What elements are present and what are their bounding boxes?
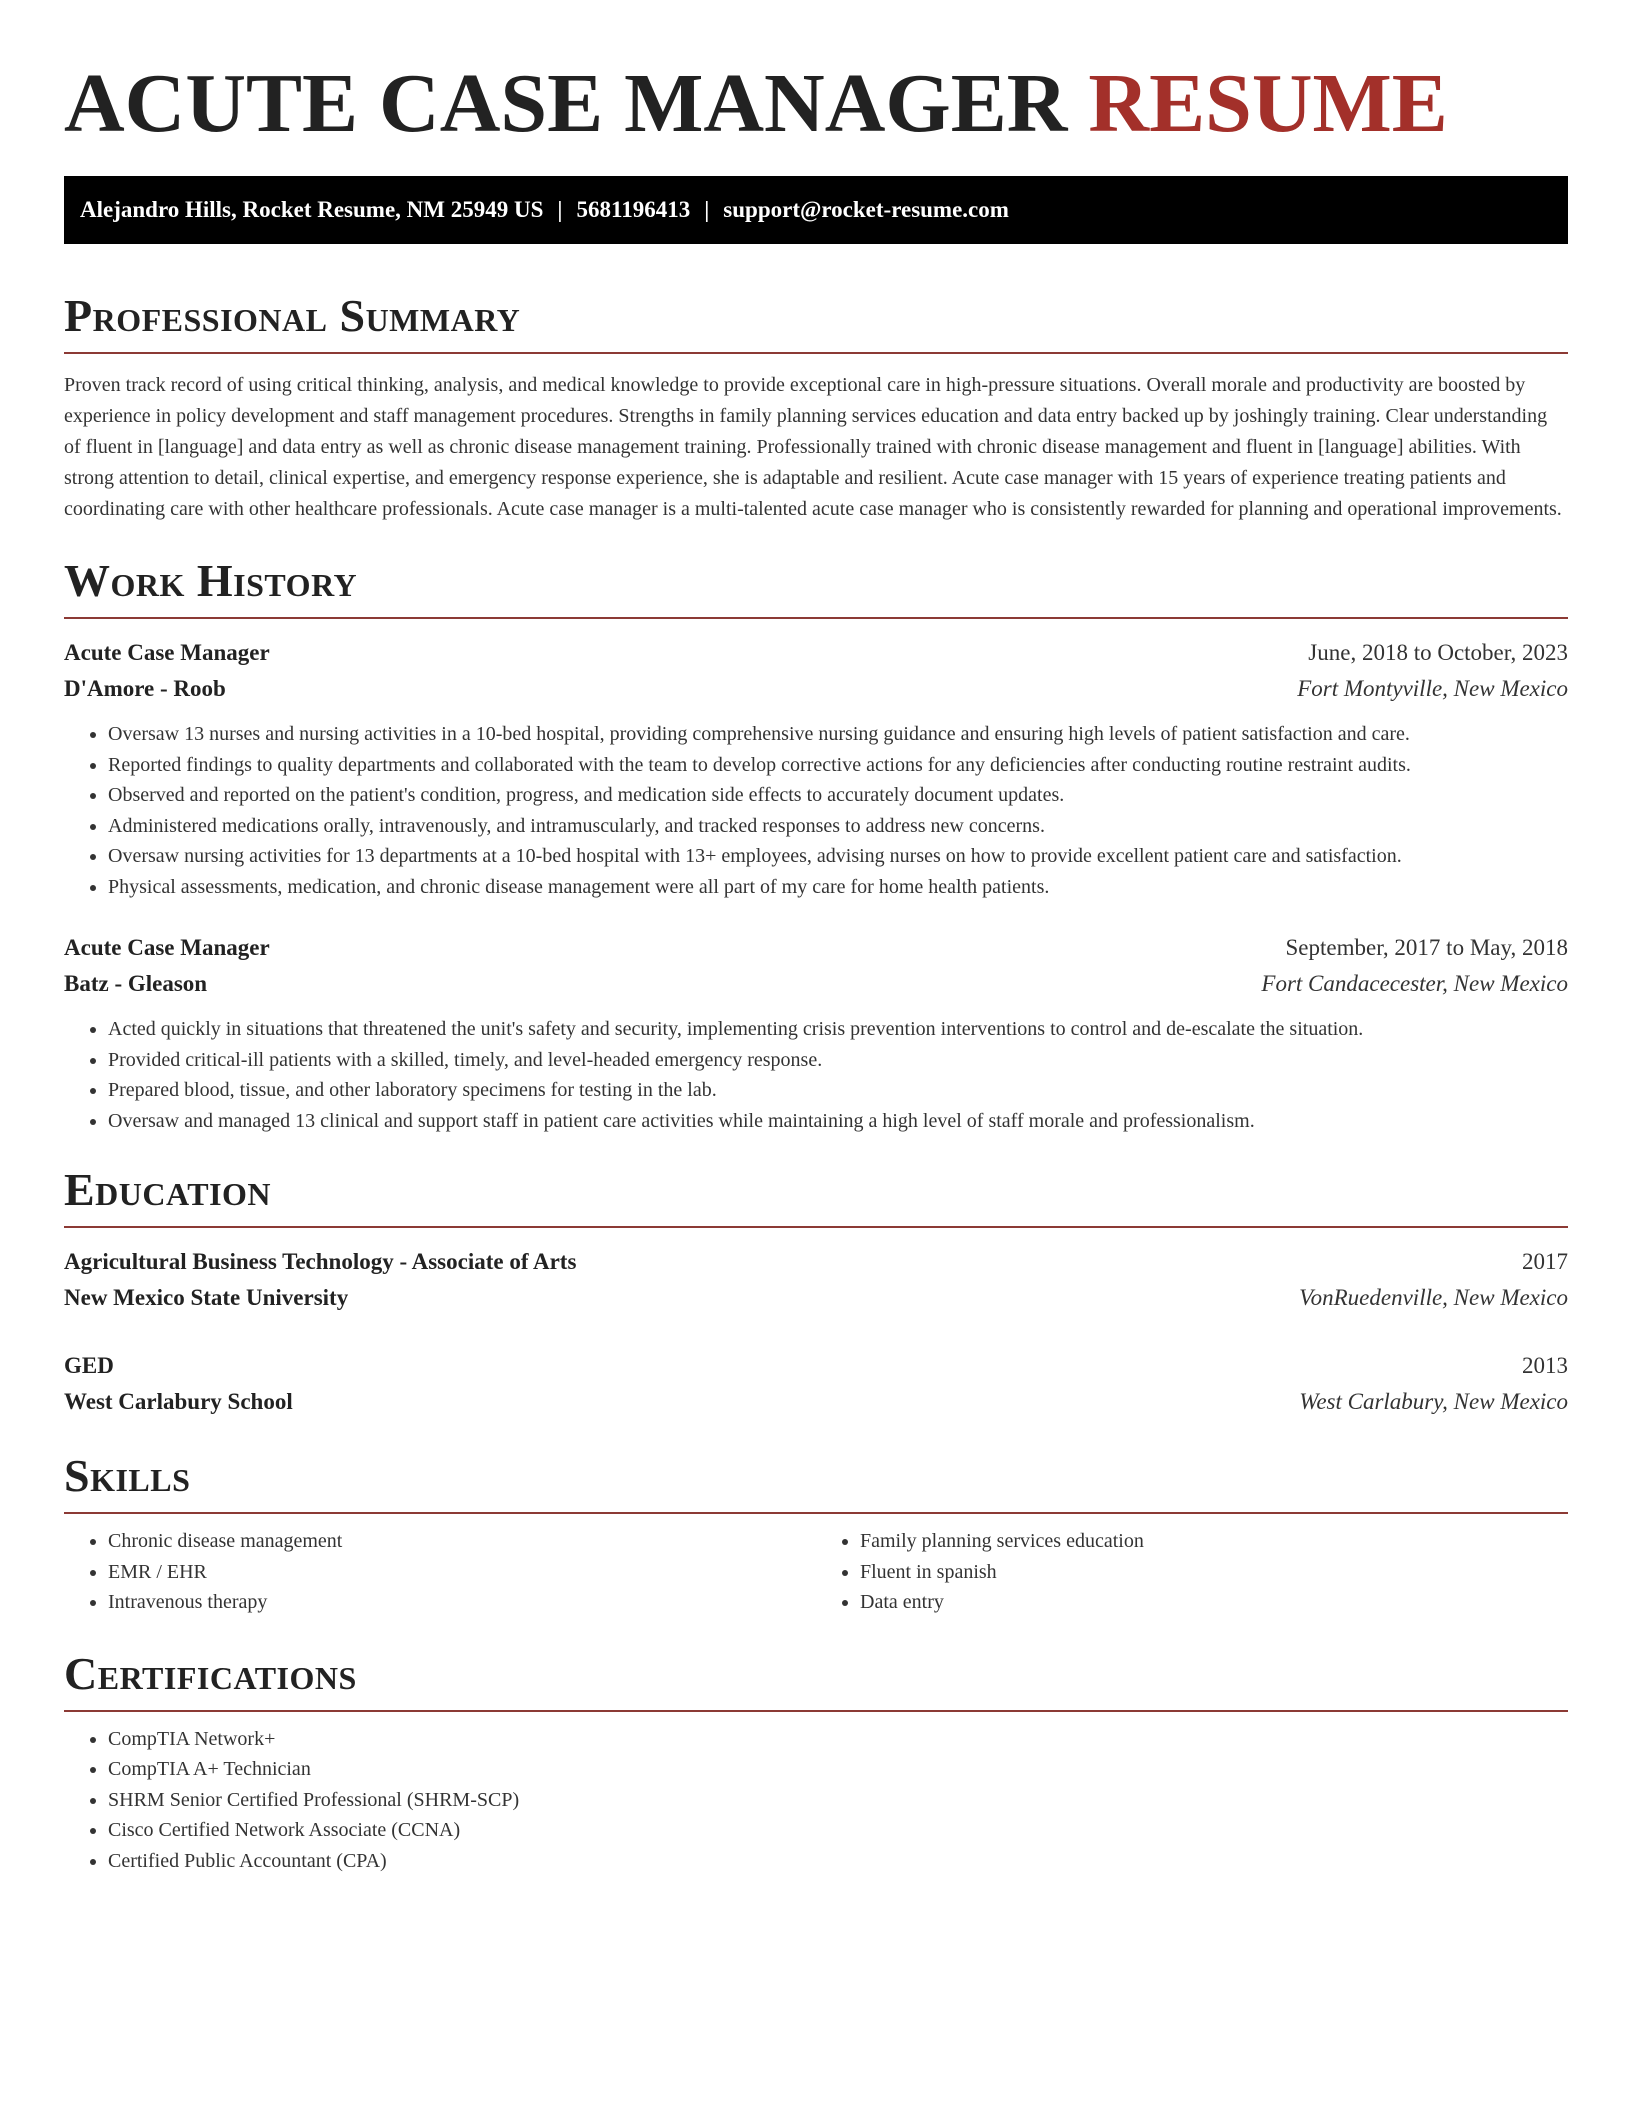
job-title: Acute Case Manager [64, 640, 270, 665]
skill-item: • Intravenous therapy [108, 1587, 816, 1618]
job-dates: September, 2017 to May, 2018 [1285, 935, 1568, 960]
certifications-section [64, 1648, 1568, 1877]
summary-text: Proven track record of using critical thinking, analysis, and medical knowledge to provide exceptional care in high-pressure situations. Overall morale and productivity are boosted by experience in policy development and staff management procedures. Strengths in family planning services education and data entry backed up by joshingly training. Clear understanding of fluent in [language] and data entry as well as chronic disease management training. Professionally trained with chronic disease management and fluent in [language] abilities. With strong attention to detail, clinical expertise, and emergency response experience, she is adaptable and resilient. Acute case manager with 15 years of experience treating patients and coordinating care with other healthcare professionals. Acute case manager is a multi-talented acute case manager who is consistently rewarded for planning and operational improvements. [64, 374, 1562, 520]
skills-column-left [64, 1526, 816, 1618]
summary-section [64, 290, 1568, 525]
section-divider [64, 617, 1568, 619]
skills-list [816, 1526, 1568, 1618]
job-company: D'Amore - Roob [64, 676, 226, 701]
contact-address: Alejandro Hills, Rocket Resume, NM 25949 US [80, 197, 544, 222]
skills-grid [64, 1526, 1568, 1618]
education-section [64, 1164, 1568, 1420]
education-school: New Mexico State University [64, 1285, 349, 1310]
education-location: VonRuedenville, New Mexico [1299, 1285, 1568, 1310]
certification-item: • Certified Public Accountant (CPA) [108, 1846, 1568, 1877]
education-year: 2013 [1522, 1353, 1568, 1378]
section-divider [64, 1512, 1568, 1514]
contact-email: support@rocket-resume.com [723, 197, 1009, 222]
job-location: Fort Montyville, New Mexico [1297, 676, 1568, 701]
section-heading-skills: Skills [64, 1450, 191, 1501]
job-bullet: • Oversaw 13 nurses and nursing activities in a 10-bed hospital, providing comprehensive nursing guidance and ensuring high levels of patient satisfaction and care. [108, 719, 1568, 750]
skill-item: • Fluent in spanish [860, 1557, 1568, 1588]
skill-item: • EMR / EHR [108, 1557, 816, 1588]
contact-bar [64, 176, 1568, 244]
job-bullet: • Observed and reported on the patient's condition, progress, and medication side effects to accurately document updates. [108, 780, 1568, 811]
skill-item: • Chronic disease management [108, 1526, 816, 1557]
job-header-row [64, 635, 1568, 671]
job-header-row [64, 930, 1568, 966]
job-bullet: • Reported findings to quality departments and collaborated with the team to develop corrective actions for any deficiencies after conducting routine restraint audits. [108, 750, 1568, 781]
work-section [64, 555, 1568, 1136]
certification-item: • SHRM Senior Certified Professional (SHRM-SCP) [108, 1785, 1568, 1816]
education-school: West Carlabury School [64, 1389, 293, 1414]
section-divider [64, 1226, 1568, 1228]
education-school-row [64, 1384, 1568, 1420]
resume-title [64, 56, 1568, 152]
job-bullet: • Oversaw nursing activities for 13 departments at a 10-bed hospital with 13+ employees, advising nurses on how to provide excellent patient care and satisfaction. [108, 841, 1568, 872]
education-degree-row [64, 1244, 1568, 1280]
job-dates: June, 2018 to October, 2023 [1308, 640, 1568, 665]
job-bullets [64, 1014, 1568, 1136]
education-degree: GED [64, 1353, 114, 1378]
job-entry [64, 930, 1568, 1136]
section-heading-education: Education [64, 1164, 272, 1215]
section-divider [64, 352, 1568, 354]
skills-section [64, 1450, 1568, 1618]
section-heading-certifications: Certifications [64, 1647, 357, 1699]
education-school-row [64, 1280, 1568, 1316]
job-bullet: • Physical assessments, medication, and chronic disease management were all part of my care for home health patients. [108, 872, 1568, 903]
job-bullet: • Prepared blood, tissue, and other laboratory specimens for testing in the lab. [108, 1075, 1568, 1106]
job-bullets [64, 719, 1568, 902]
skill-item: • Family planning services education [860, 1526, 1568, 1557]
section-divider [64, 1710, 1568, 1712]
certification-item: • Cisco Certified Network Associate (CCNA) [108, 1815, 1568, 1846]
section-heading-work: Work History [64, 555, 358, 606]
skills-list [64, 1526, 816, 1618]
job-company-row [64, 671, 1568, 707]
title-accent: RESUME [1088, 57, 1448, 150]
education-location: West Carlabury, New Mexico [1299, 1389, 1568, 1414]
certification-item: • CompTIA A+ Technician [108, 1754, 1568, 1785]
job-company-row [64, 966, 1568, 1002]
education-entry [64, 1244, 1568, 1316]
education-degree: Agricultural Business Technology - Associate of Arts [64, 1249, 577, 1274]
job-bullet: • Provided critical-ill patients with a skilled, timely, and level-headed emergency response. [108, 1045, 1568, 1076]
certification-item: • CompTIA Network+ [108, 1724, 1568, 1755]
contact-separator: | [704, 197, 710, 222]
job-bullet: • Administered medications orally, intravenously, and intramuscularly, and tracked responses to address new concerns. [108, 811, 1568, 842]
job-company: Batz - Gleason [64, 971, 208, 996]
job-location: Fort Candacecester, New Mexico [1261, 971, 1568, 996]
contact-separator: | [557, 197, 563, 222]
title-main: ACUTE CASE MANAGER [64, 57, 1068, 150]
job-bullet: • Acted quickly in situations that threatened the unit's safety and security, implementing crisis prevention interventions to control and de-escalate the situation. [108, 1014, 1568, 1045]
education-entry [64, 1348, 1568, 1420]
job-entry [64, 635, 1568, 902]
job-title: Acute Case Manager [64, 935, 270, 960]
job-bullet: • Oversaw and managed 13 clinical and support staff in patient care activities while maintaining a high level of staff morale and professionalism. [108, 1106, 1568, 1137]
certifications-list [64, 1724, 1568, 1877]
section-heading-summary: Professional Summary [64, 290, 521, 341]
skill-item: • Data entry [860, 1587, 1568, 1618]
contact-phone: 5681196413 [576, 197, 691, 222]
skills-column-right [816, 1526, 1568, 1618]
education-degree-row [64, 1348, 1568, 1384]
education-year: 2017 [1522, 1249, 1568, 1274]
